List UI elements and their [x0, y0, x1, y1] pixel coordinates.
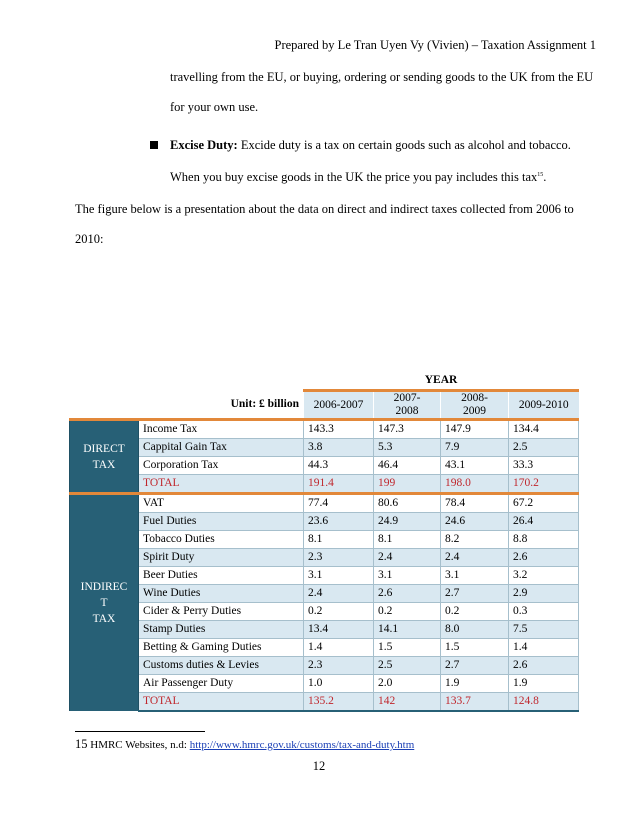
row-label: Cider & Perry Duties — [139, 603, 304, 621]
row-label: TOTAL — [139, 475, 304, 494]
table-cell: 191.4 — [304, 475, 374, 494]
table-row — [70, 475, 579, 494]
table-cell: 2.9 — [509, 585, 579, 603]
table-cell: 2.5 — [509, 439, 579, 457]
table-cell: 2.7 — [441, 657, 509, 675]
table-cell: 8.0 — [441, 621, 509, 639]
footnote-text: HMRC Websites, n.d: — [87, 739, 190, 751]
column-header-line: 2008- — [461, 392, 488, 404]
paragraph-line: travelling from the EU, or buying, ordering or sending goods to the UK from the EU — [170, 70, 594, 84]
table-cell: 143.3 — [304, 420, 374, 439]
page-number: 12 — [312, 759, 326, 773]
table-cell: 44.3 — [304, 457, 374, 475]
table-cell: 13.4 — [304, 621, 374, 639]
table-cell: 8.8 — [509, 531, 579, 549]
table-cell: 8.1 — [374, 531, 441, 549]
table-row — [70, 675, 579, 693]
row-label: Spirit Duty — [139, 549, 304, 567]
table-cell: 24.6 — [441, 513, 509, 531]
table-cell: 2.0 — [374, 675, 441, 693]
column-header-line: 2007- — [393, 392, 421, 404]
bullet-line2-end: . — [543, 170, 547, 184]
column-header: 2009-2010 — [509, 391, 579, 420]
bullet-line2-text: When you buy excise goods in the UK the price you pay includes this tax — [170, 170, 538, 184]
footnote-divider — [75, 731, 205, 732]
table-cell: 24.9 — [374, 513, 441, 531]
column-header: 2008- 2009 — [441, 391, 509, 420]
unit-label: Unit: £ billion — [70, 391, 304, 420]
table-cell: 23.6 — [304, 513, 374, 531]
table-cell: 80.6 — [374, 494, 441, 513]
table-cell: 77.4 — [304, 494, 374, 513]
page-header: Prepared by Le Tran Uyen Vy (Vivien) – Taxation Assignment 1 — [274, 38, 596, 52]
row-label: Corporation Tax — [139, 457, 304, 475]
table-cell: 26.4 — [509, 513, 579, 531]
tax-table — [69, 372, 579, 712]
row-label: Wine Duties — [139, 585, 304, 603]
table-cell: 5.3 — [374, 439, 441, 457]
row-label: TOTAL — [139, 693, 304, 712]
table-cell: 1.9 — [509, 675, 579, 693]
table-cell: 2.3 — [304, 549, 374, 567]
row-label: Air Passenger Duty — [139, 675, 304, 693]
table-cell: 199 — [374, 475, 441, 494]
footnote-ref[interactable]: 15 — [537, 171, 544, 178]
intro-line: The figure below is a presentation about the data on direct and indirect taxes collected from 2006 to — [75, 202, 574, 216]
table-cell: 124.8 — [509, 693, 579, 712]
table-cell: 3.1 — [374, 567, 441, 585]
column-header: 2006-2007 — [304, 391, 374, 420]
row-label: Betting & Gaming Duties — [139, 639, 304, 657]
table-cell: 8.2 — [441, 531, 509, 549]
table-cell: 1.0 — [304, 675, 374, 693]
group-label-direct: DIRECT TAX — [70, 420, 139, 494]
table-cell: 1.9 — [441, 675, 509, 693]
year-row — [70, 372, 579, 391]
intro-line: 2010: — [75, 232, 104, 246]
table-cell: 2.3 — [304, 657, 374, 675]
bullet-square-icon — [150, 141, 158, 149]
row-label: Stamp Duties — [139, 621, 304, 639]
table-cell: 147.3 — [374, 420, 441, 439]
row-label: Customs duties & Levies — [139, 657, 304, 675]
table-cell: 7.5 — [509, 621, 579, 639]
table-cell: 142 — [374, 693, 441, 712]
table-cell: 0.2 — [441, 603, 509, 621]
table-row — [70, 693, 579, 712]
table-row — [70, 603, 579, 621]
table-cell: 0.2 — [374, 603, 441, 621]
table-row — [70, 657, 579, 675]
table-cell: 147.9 — [441, 420, 509, 439]
table-cell: 2.6 — [509, 657, 579, 675]
table-row — [70, 420, 579, 439]
table-row — [70, 494, 579, 513]
table-row — [70, 457, 579, 475]
table-cell: 0.3 — [509, 603, 579, 621]
bullet-term: Excise Duty: — [170, 138, 238, 152]
table-cell: 135.2 — [304, 693, 374, 712]
table-cell: 3.8 — [304, 439, 374, 457]
table-cell: 2.4 — [304, 585, 374, 603]
year-label: YEAR — [424, 374, 458, 386]
row-label: Beer Duties — [139, 567, 304, 585]
table-row — [70, 549, 579, 567]
table-row — [70, 585, 579, 603]
table-row — [70, 639, 579, 657]
column-header-row — [70, 391, 579, 420]
table-cell: 2.6 — [374, 585, 441, 603]
group-label-indirect: INDIREC T TAX — [70, 494, 139, 712]
table-cell: 78.4 — [441, 494, 509, 513]
table-cell: 3.1 — [304, 567, 374, 585]
table-cell: 3.2 — [509, 567, 579, 585]
table-cell: 170.2 — [509, 475, 579, 494]
table-cell: 1.4 — [304, 639, 374, 657]
row-label: Cappital Gain Tax — [139, 439, 304, 457]
table-cell: 2.4 — [374, 549, 441, 567]
table-cell: 33.3 — [509, 457, 579, 475]
table-row — [70, 531, 579, 549]
bullet-text: Excide duty is a tax on certain goods such as alcohol and tobacco. — [237, 138, 571, 152]
table-cell: 7.9 — [441, 439, 509, 457]
row-label: Income Tax — [139, 420, 304, 439]
table-row — [70, 567, 579, 585]
row-label: Tobacco Duties — [139, 531, 304, 549]
table-cell: 134.4 — [509, 420, 579, 439]
row-label: Fuel Duties — [139, 513, 304, 531]
table-cell: 67.2 — [509, 494, 579, 513]
footnote-link[interactable]: http://www.hmrc.gov.uk/customs/tax-and-duty.htm — [189, 739, 415, 751]
bullet-line2 — [170, 170, 546, 185]
table-cell: 0.2 — [304, 603, 374, 621]
row-label: VAT — [139, 494, 304, 513]
table-cell: 1.5 — [374, 639, 441, 657]
table-cell: 198.0 — [441, 475, 509, 494]
table-row — [70, 621, 579, 639]
table-cell: 43.1 — [441, 457, 509, 475]
table-row — [70, 439, 579, 457]
table-row — [70, 513, 579, 531]
paragraph-line: for your own use. — [170, 100, 259, 114]
footnote — [75, 737, 414, 752]
table-cell: 46.4 — [374, 457, 441, 475]
table-cell: 8.1 — [304, 531, 374, 549]
table-cell: 2.6 — [509, 549, 579, 567]
table-cell: 2.5 — [374, 657, 441, 675]
table-cell: 1.5 — [441, 639, 509, 657]
bullet-item-excise — [170, 138, 571, 153]
column-header: 2007- 2008 — [374, 391, 441, 420]
table-cell: 14.1 — [374, 621, 441, 639]
table-cell: 133.7 — [441, 693, 509, 712]
table-cell: 2.4 — [441, 549, 509, 567]
table-cell: 2.7 — [441, 585, 509, 603]
table-cell: 1.4 — [509, 639, 579, 657]
footnote-number: 15 — [75, 737, 88, 751]
table-cell: 3.1 — [441, 567, 509, 585]
